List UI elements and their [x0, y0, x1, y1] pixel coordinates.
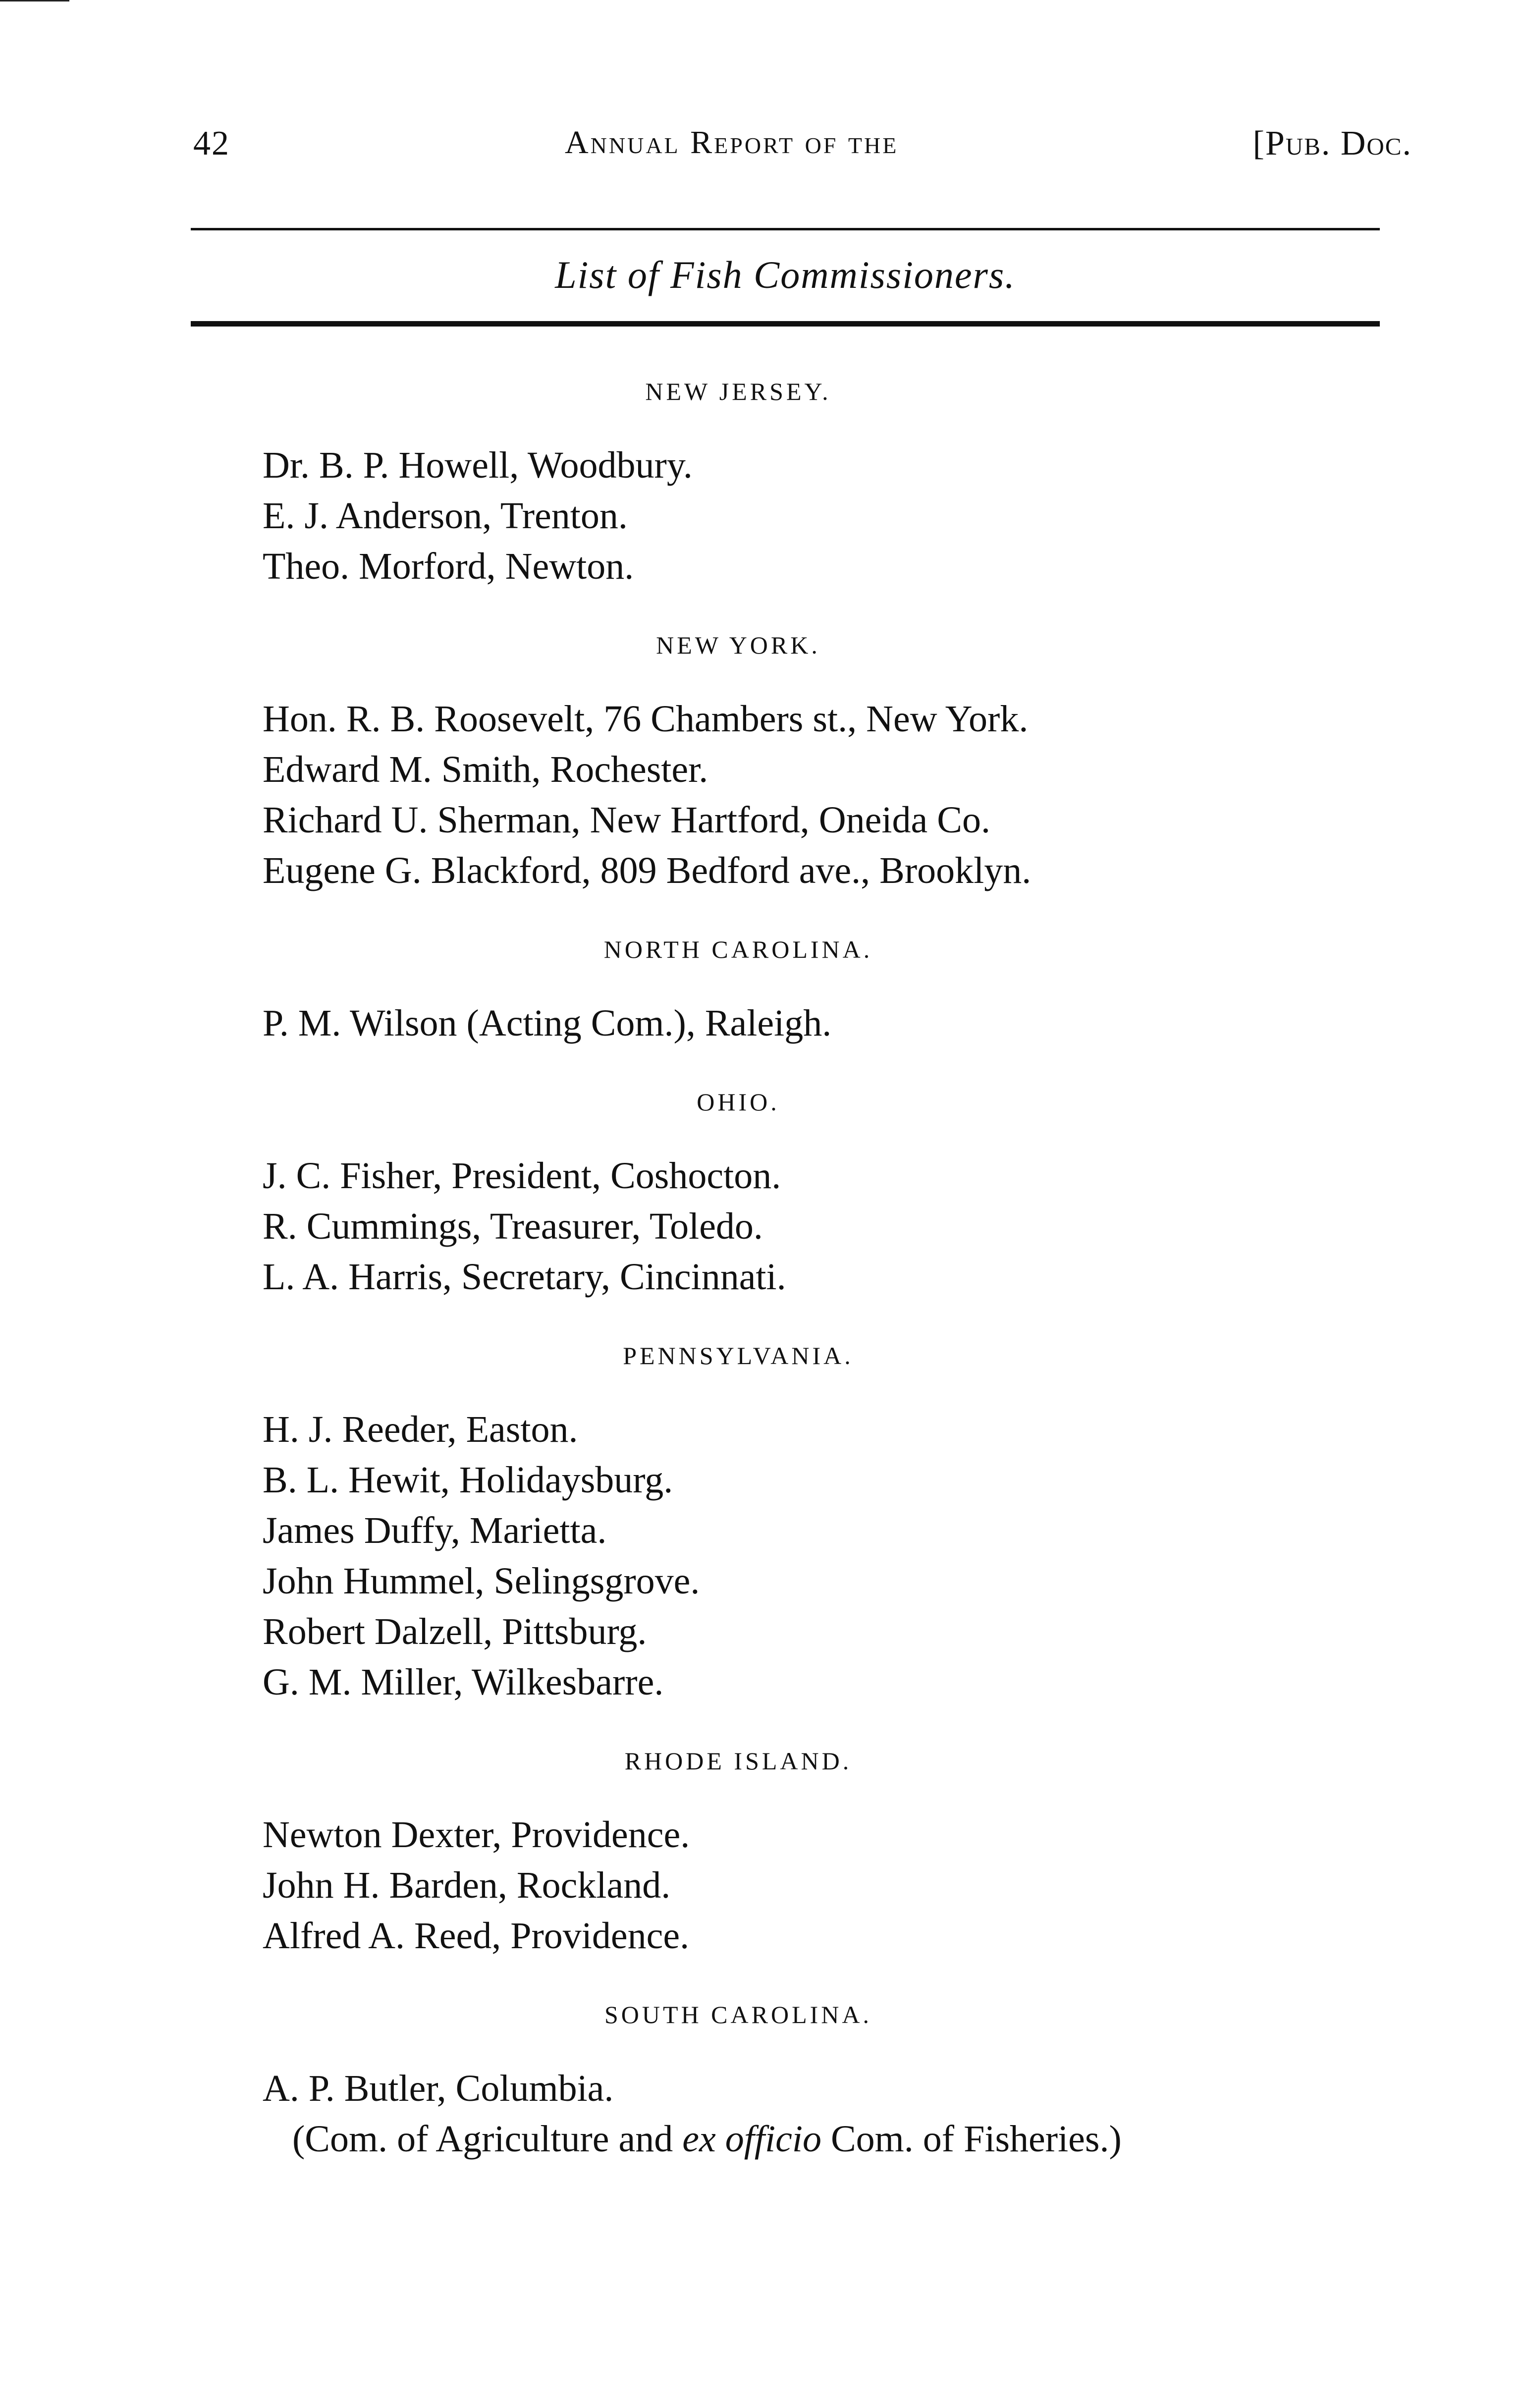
commissioner-list	[263, 377, 1353, 2203]
commissioner-entry: Eugene G. Blackford, 809 Bedford ave., Brooklyn.	[263, 850, 1032, 891]
note-text: Com. of Fisheries.)	[821, 2118, 1122, 2160]
commissioner-entry: Richard U. Sherman, New Hartford, Oneida Co.	[263, 799, 990, 841]
state-section-north-carolina	[263, 934, 1353, 1048]
state-section-new-york	[263, 630, 1353, 896]
commissioner-entry: J. C. Fisher, President, Coshocton.	[263, 1155, 781, 1197]
commissioner-entry: B. L. Hewit, Holidaysburg.	[263, 1459, 673, 1501]
running-head	[193, 124, 1412, 168]
state-section-south-carolina	[263, 2000, 1353, 2164]
corner-rule	[0, 0, 69, 1]
entry-list	[263, 440, 1353, 592]
state-section-pennsylvania	[263, 1341, 1353, 1707]
entry-list	[263, 694, 1353, 896]
commissioner-entry: E. J. Anderson, Trenton.	[263, 495, 628, 537]
commissioner-entry: P. M. Wilson (Acting Com.), Raleigh.	[263, 1002, 832, 1044]
state-heading: SOUTH CAROLINA.	[604, 2001, 872, 2028]
note-text: (Com. of Agriculture and	[292, 2118, 683, 2160]
state-heading: NEW YORK.	[656, 631, 820, 659]
commissioner-entry: Robert Dalzell, Pittsburg.	[263, 1611, 647, 1652]
state-section-new-jersey	[263, 377, 1353, 592]
commissioner-entry: Edward M. Smith, Rochester.	[263, 749, 708, 790]
entry-list	[263, 1404, 1353, 1707]
entry-list	[263, 998, 1353, 1048]
note-italic-text: ex officio	[682, 2118, 821, 2160]
section-subhead: List of Fish Commissioners.	[555, 253, 1016, 296]
commissioner-entry: R. Cummings, Treasurer, Toledo.	[263, 1205, 763, 1247]
commissioner-note	[263, 2114, 1353, 2164]
commissioner-entry: G. M. Miller, Wilkesbarre.	[263, 1661, 664, 1703]
page-number: 42	[193, 124, 230, 163]
entry-list	[263, 2063, 1353, 2164]
commissioner-entry: Alfred A. Reed, Providence.	[263, 1915, 690, 1957]
commissioner-entry: James Duffy, Marietta.	[263, 1510, 607, 1551]
commissioner-entry: Hon. R. B. Roosevelt, 76 Chambers st., New York.	[263, 698, 1029, 740]
state-heading: OHIO.	[697, 1088, 780, 1116]
entry-list	[263, 1809, 1353, 1961]
commissioner-entry: Theo. Morford, Newton.	[263, 546, 634, 587]
bottom-rule	[191, 321, 1380, 327]
state-section-rhode-island	[263, 1746, 1353, 1961]
commissioner-entry: John H. Barden, Rockland.	[263, 1864, 671, 1906]
running-head-doc-label: [Pub. Doc.	[1252, 124, 1412, 163]
commissioner-entry: L. A. Harris, Secretary, Cincinnati.	[263, 1256, 786, 1298]
commissioner-entry: John Hummel, Selingsgrove.	[263, 1560, 700, 1602]
commissioner-entry: H. J. Reeder, Easton.	[263, 1409, 578, 1450]
running-head-title: Annual Report of the	[565, 124, 899, 161]
commissioner-entry: Newton Dexter, Providence.	[263, 1814, 690, 1856]
commissioner-entry: Dr. B. P. Howell, Woodbury.	[263, 444, 693, 486]
state-section-ohio	[263, 1087, 1353, 1302]
state-heading: NORTH CAROLINA.	[603, 935, 873, 963]
top-rule	[191, 228, 1380, 230]
state-heading: NEW JERSEY.	[645, 378, 831, 405]
entry-list	[263, 1150, 1353, 1302]
state-heading: RHODE ISLAND.	[624, 1747, 852, 1775]
state-heading: PENNSYLVANIA.	[623, 1342, 854, 1369]
commissioner-entry: A. P. Butler, Columbia.	[263, 2068, 614, 2109]
